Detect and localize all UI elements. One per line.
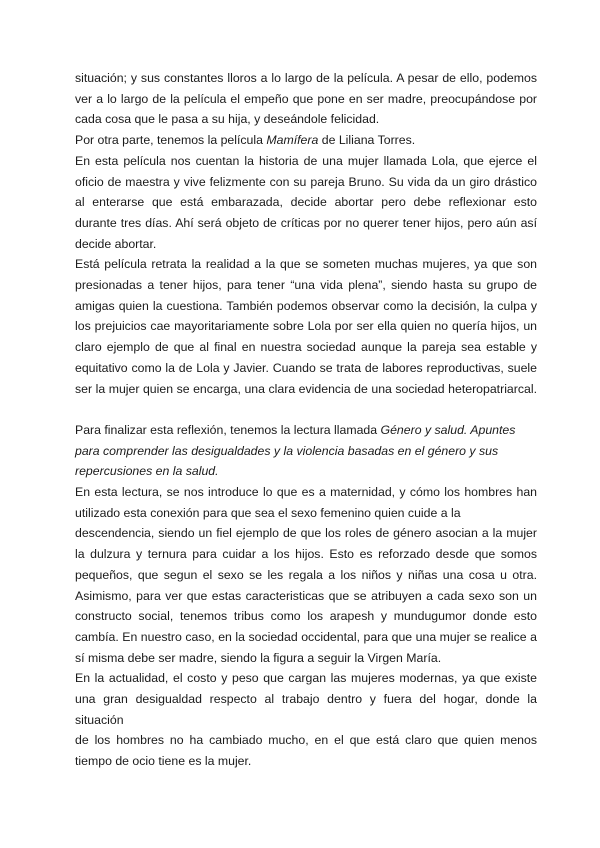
document-body — [75, 68, 537, 772]
text-line: En esta película nos cuentan la historia de una mujer llamada Lola, que ejerce el — [75, 153, 537, 168]
text-line: pequeños, que segun el sexo se les regala a los niños y niñas una cosa u otra. — [75, 567, 537, 582]
italic-title: para comprender las desigualdades y la violencia basadas en el género y sus — [75, 443, 499, 458]
italic-title: Mamífera — [266, 133, 319, 148]
text-line — [75, 420, 537, 441]
text-line: presionadas a tener hijos, para tener “una vida plena”, siendo hasta su grupo de — [75, 278, 537, 293]
text-line: sí misma debe ser madre, siendo la figura a seguir la Virgen María. — [75, 650, 442, 665]
text-line: cada cosa que le pasa a su hija, y deseándole felicidad. — [75, 112, 380, 127]
text-line: cambía. En nuestro caso, en la sociedad occidental, para que una mujer se realice a — [75, 629, 537, 644]
text-segment: de Liliana Torres. — [318, 133, 416, 148]
text-line — [75, 130, 537, 151]
paragraph-gap — [75, 399, 537, 420]
text-line — [75, 441, 537, 462]
text-segment: Por otra parte, tenemos la película — [75, 133, 267, 148]
text-line: En la actualidad, el costo y peso que cargan las mujeres modernas, ya que existe — [75, 671, 537, 686]
text-line: utilizado esta conexión para que sea el sexo femenino quien cuide a la — [75, 505, 461, 520]
text-line — [75, 461, 537, 482]
text-line: durante tres días. Ahí será objeto de críticas por no querer tener hijos, pero aún así — [75, 215, 537, 230]
text-line: descendencia, siendo un fiel ejemplo de que los roles de género asocian a la mujer — [75, 526, 537, 541]
text-line: situación; y sus constantes lloros a lo largo de la película. A pesar de ello, podemos — [75, 71, 537, 85]
text-line: una gran desigualdad respecto al trabajo dentro y fuera del hogar, donde la situación — [75, 692, 537, 727]
text-line: En esta lectura, se nos introduce lo que es a maternidad, y cómo los hombres han — [75, 485, 537, 500]
text-line: ser la mujer quien se encarga, una clara evidencia de una sociedad heteropatriarcal. — [75, 381, 537, 396]
text-line: los prejuicios cae mayoritariamente sobre Lola por ser ella quien no quería hijos, un — [75, 319, 537, 334]
text-line: al enterarse que está embarazada, decide abortar pero debe reflexionar esto — [75, 195, 537, 210]
text-line: Está película retrata la realidad a la que se someten muchas mujeres, ya que son — [75, 257, 537, 272]
text-line: de los hombres no ha cambiado mucho, en el que está claro que quien menos — [75, 733, 537, 748]
text-line: Asimismo, para ver que estas caracteristicas que se atribuyen a cada sexo son un — [75, 588, 537, 603]
italic-title: repercusiones en la salud. — [75, 464, 219, 479]
text-line: tiempo de ocio tiene es la mujer. — [75, 754, 252, 769]
text-segment: Para finalizar esta reflexión, tenemos la lectura llamada — [75, 422, 381, 437]
text-line: decide abortar. — [75, 236, 157, 251]
italic-title: Género y salud. Apuntes — [380, 422, 516, 437]
text-line: equitativo como la de Lola y Javier. Cuando se trata de labores reproductivas, suele — [75, 360, 537, 375]
text-line: constructo social, tenemos tribus como los arapesh y mundugumor donde esto — [75, 609, 537, 624]
text-line: la dulzura y ternura para cuidar a los hijos. Esto es reforzado desde que somos — [75, 547, 537, 562]
text-line: amigas quien la cuestiona. También podemos observar como la decisión, la culpa y — [75, 298, 537, 313]
text-line: ver a lo largo de la película el empeño que pone en ser madre, preocupándose por — [75, 91, 537, 106]
text-line: oficio de maestra y vive felizmente con su pareja Bruno. Su vida da un giro drástico — [75, 174, 537, 189]
text-line: claro ejemplo de que al final en nuestra sociedad aunque la pareja sea estable y — [75, 340, 537, 355]
